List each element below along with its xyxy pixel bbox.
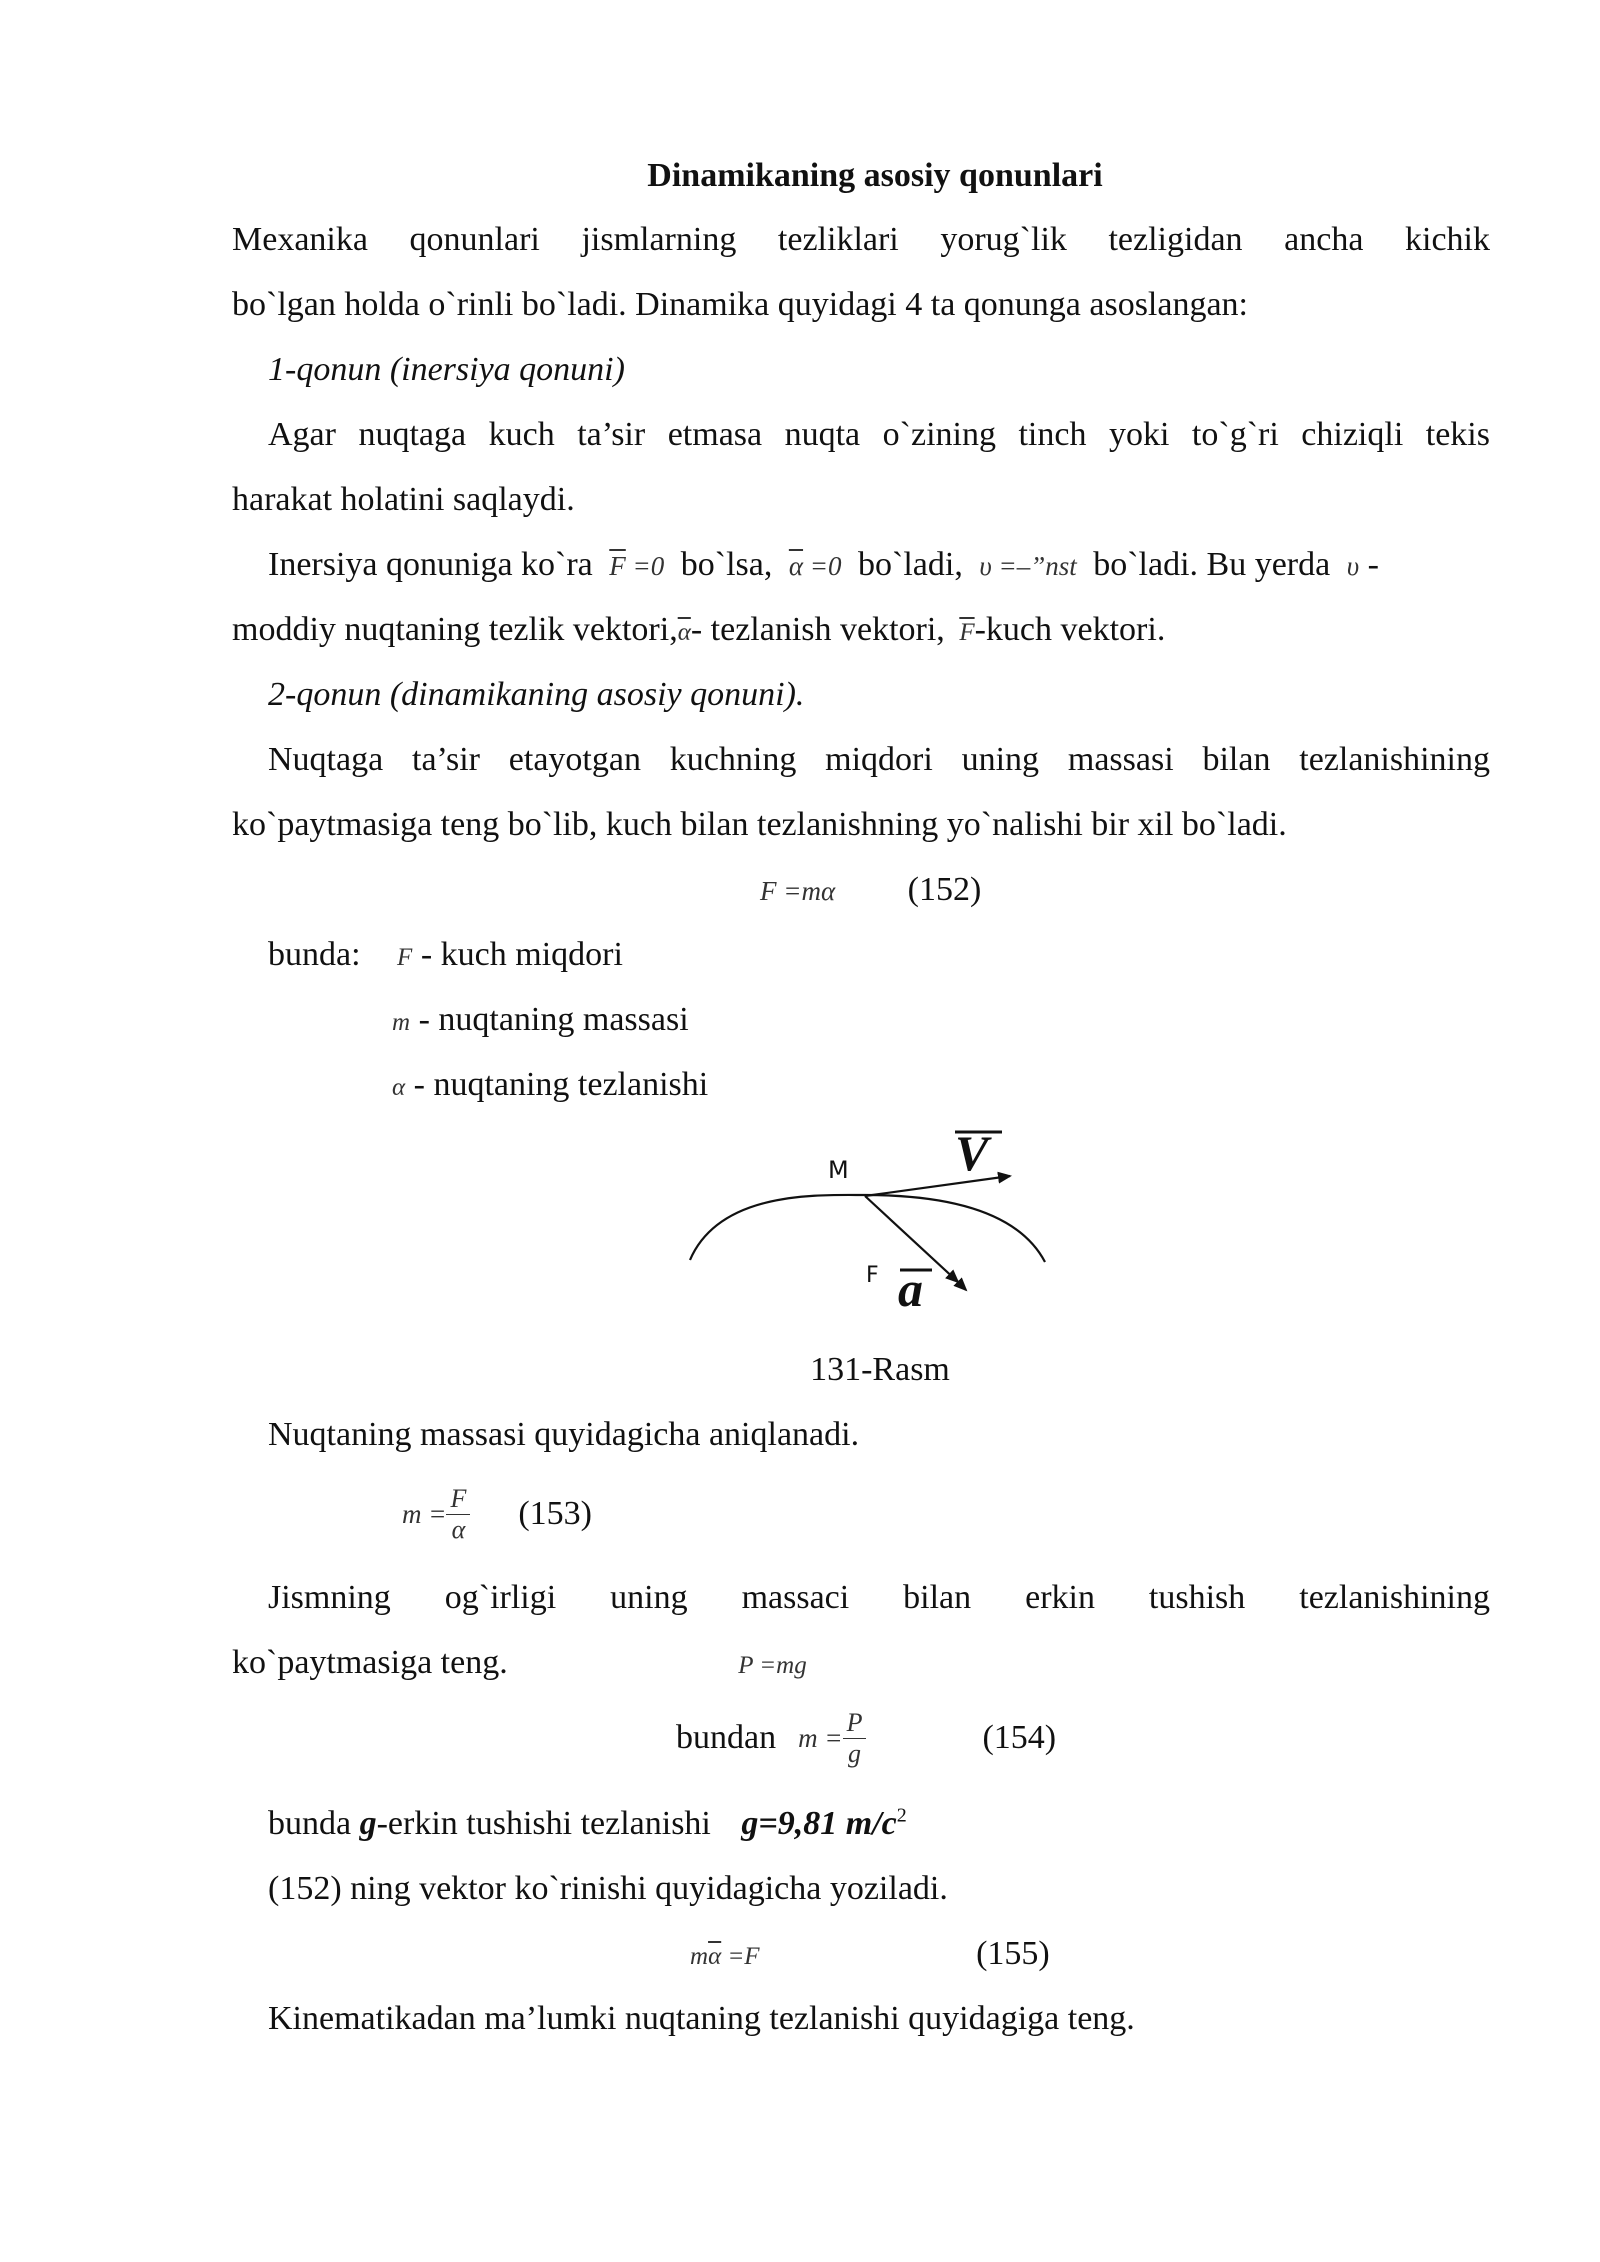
figure-131 [670,1110,1070,1325]
paragraph-2-line-1: Agar nuqtaga kuch ta’sir etmasa nuqta o`zining tinch yoki to`g`ri chiziqli tekis [268,416,1490,453]
acceleration-label: a [898,1261,923,1317]
equation-155 [690,1932,1050,1979]
velocity-label: V [955,1125,989,1181]
gravity-value: g=9,81 m/c [741,1805,897,1842]
law-2-heading: 2-qonun (dinamikaning asosiy qonuni). [268,676,805,713]
legend-mass-text: - nuqtaning massasi [418,1001,689,1038]
equation-153-denominator: α [451,1514,466,1544]
accel-symbol: $\overline{\alpha}$ [677,619,691,646]
equation-153-numerator: F [446,1484,470,1515]
equation-154 [676,1700,1056,1776]
equation-154-fraction [843,1708,867,1769]
gravity-symbol: g [359,1805,377,1842]
paragraph-4-line-1: Nuqtaga ta’sir etayotgan kuchning miqdori uning massasi bilan tezlanishining [268,741,1490,778]
equation-154-lhs: m = [798,1723,843,1753]
paragraph-2-line-2: harakat holatini saqlaydi. [232,481,575,518]
inertia-text-3: bo`ladi, [858,546,963,583]
page-title: Dinamikaning asosiy qonunlari [647,157,1103,194]
gravity-value-exponent: 2 [896,1804,907,1827]
legend-accel [392,1063,708,1110]
paragraph-8: (152) ning vektor ko`rinishi quyidagicha yoziladi. [268,1870,948,1907]
figure-caption: 131-Rasm [810,1351,950,1388]
force-F-label: F [866,1263,879,1288]
paragraph-1-line-1: Mexanika qonunlari jismlarning tezliklari yorug`lik tezligidan ancha kichik [232,221,1490,258]
inertia-dash: - [1367,546,1379,583]
force-symbol: $\overline{F}$ [959,619,975,646]
velocity-vector-text: moddiy nuqtaning tezlik vektori, [232,611,678,648]
paragraph-1-line-2: bo`lgan holda o`rinli bo`ladi. Dinamika quyidagi 4 ta qonunga asoslangan: [232,286,1248,323]
equation-154-number: (154) [982,1719,1057,1756]
paragraph-7-text-1: bunda [268,1805,360,1842]
legend-force [268,933,623,980]
paragraph-5: Nuqtaning massasi quyidagicha aniqlanadi. [268,1416,860,1453]
legend-mass-symbol: m [392,1009,411,1036]
paragraph-6-line-1: Jismning og`irligi uning massaci bilan erkin tushish tezlanishining [268,1579,1490,1616]
equation-153-fraction [446,1484,470,1545]
legend-accel-text: - nuqtaning tezlanishi [413,1066,709,1103]
legend-force-symbol: F [397,944,413,971]
equation-155-accel: $\overline{\alpha}$ [708,1943,722,1970]
paragraph-3-line-1 [268,543,1379,588]
inertia-text-2: bo`lsa, [680,546,773,583]
formula-velocity-const: υ =–”nst [979,551,1077,581]
equation-155-rhs: =F [721,1943,760,1970]
equation-152-number: (152) [907,871,982,908]
legend-mass [392,998,689,1045]
paragraph-4-line-2: ko`paytmasiga teng bo`lib, kuch bilan tezlanishning yo`nalishi bir xil bo`ladi. [232,806,1287,843]
equation-153-number: (153) [518,1495,593,1532]
force-vector-symbol: $\overline{F}$ [609,551,626,581]
force-vector-text: -kuch vektori. [974,611,1166,648]
paragraph-7-text-2: -erkin tushishi tezlanishi [376,1805,711,1842]
paragraph-6-line-2 [232,1641,807,1688]
equation-153-lhs: m = [402,1499,447,1529]
formula-force-zero [609,551,664,581]
paragraph-3-line-2 [232,608,1165,655]
legend-force-text: - kuch miqdori [420,936,623,973]
accel-vector-symbol: $\overline{\alpha}$ [788,551,804,581]
equation-154-numerator: P [843,1708,867,1739]
weight-formula: P =mg [738,1652,807,1679]
equation-155-mass: m [690,1943,709,1970]
equation-154-prefix: bundan [676,1719,777,1756]
inertia-text-4: bo`ladi. Bu yerda [1093,546,1331,583]
trajectory-curve [690,1195,1045,1262]
point-M-label: M [828,1156,849,1184]
force-zero-rest: =0 [625,551,665,581]
acceleration-arrow-head [950,1274,966,1290]
equation-152 [760,868,981,913]
accel-zero-rest: =0 [803,551,842,581]
equation-154-denominator: g [848,1738,861,1768]
legend-bunda: bunda: [268,936,361,973]
equation-153 [402,1478,592,1550]
paragraph-6-text: ko`paytmasiga teng. [232,1644,508,1681]
legend-accel-symbol: α [392,1074,406,1101]
equation-155-number: (155) [976,1935,1050,1972]
equation-152-formula: F =mα [760,876,836,906]
inertia-text-1: Inersiya qonuniga ko`ra [268,546,593,583]
paragraph-9: Kinematikadan ma’lumki nuqtaning tezlanishi quyidagiga teng. [268,2000,1135,2037]
formula-accel-zero [789,551,842,581]
paragraph-7 [268,1802,907,1846]
law-1-heading: 1-qonun (inersiya qonuni) [268,351,625,388]
accel-vector-text: - tezlanish vektori, [690,611,945,648]
velocity-symbol: υ [1346,551,1360,581]
